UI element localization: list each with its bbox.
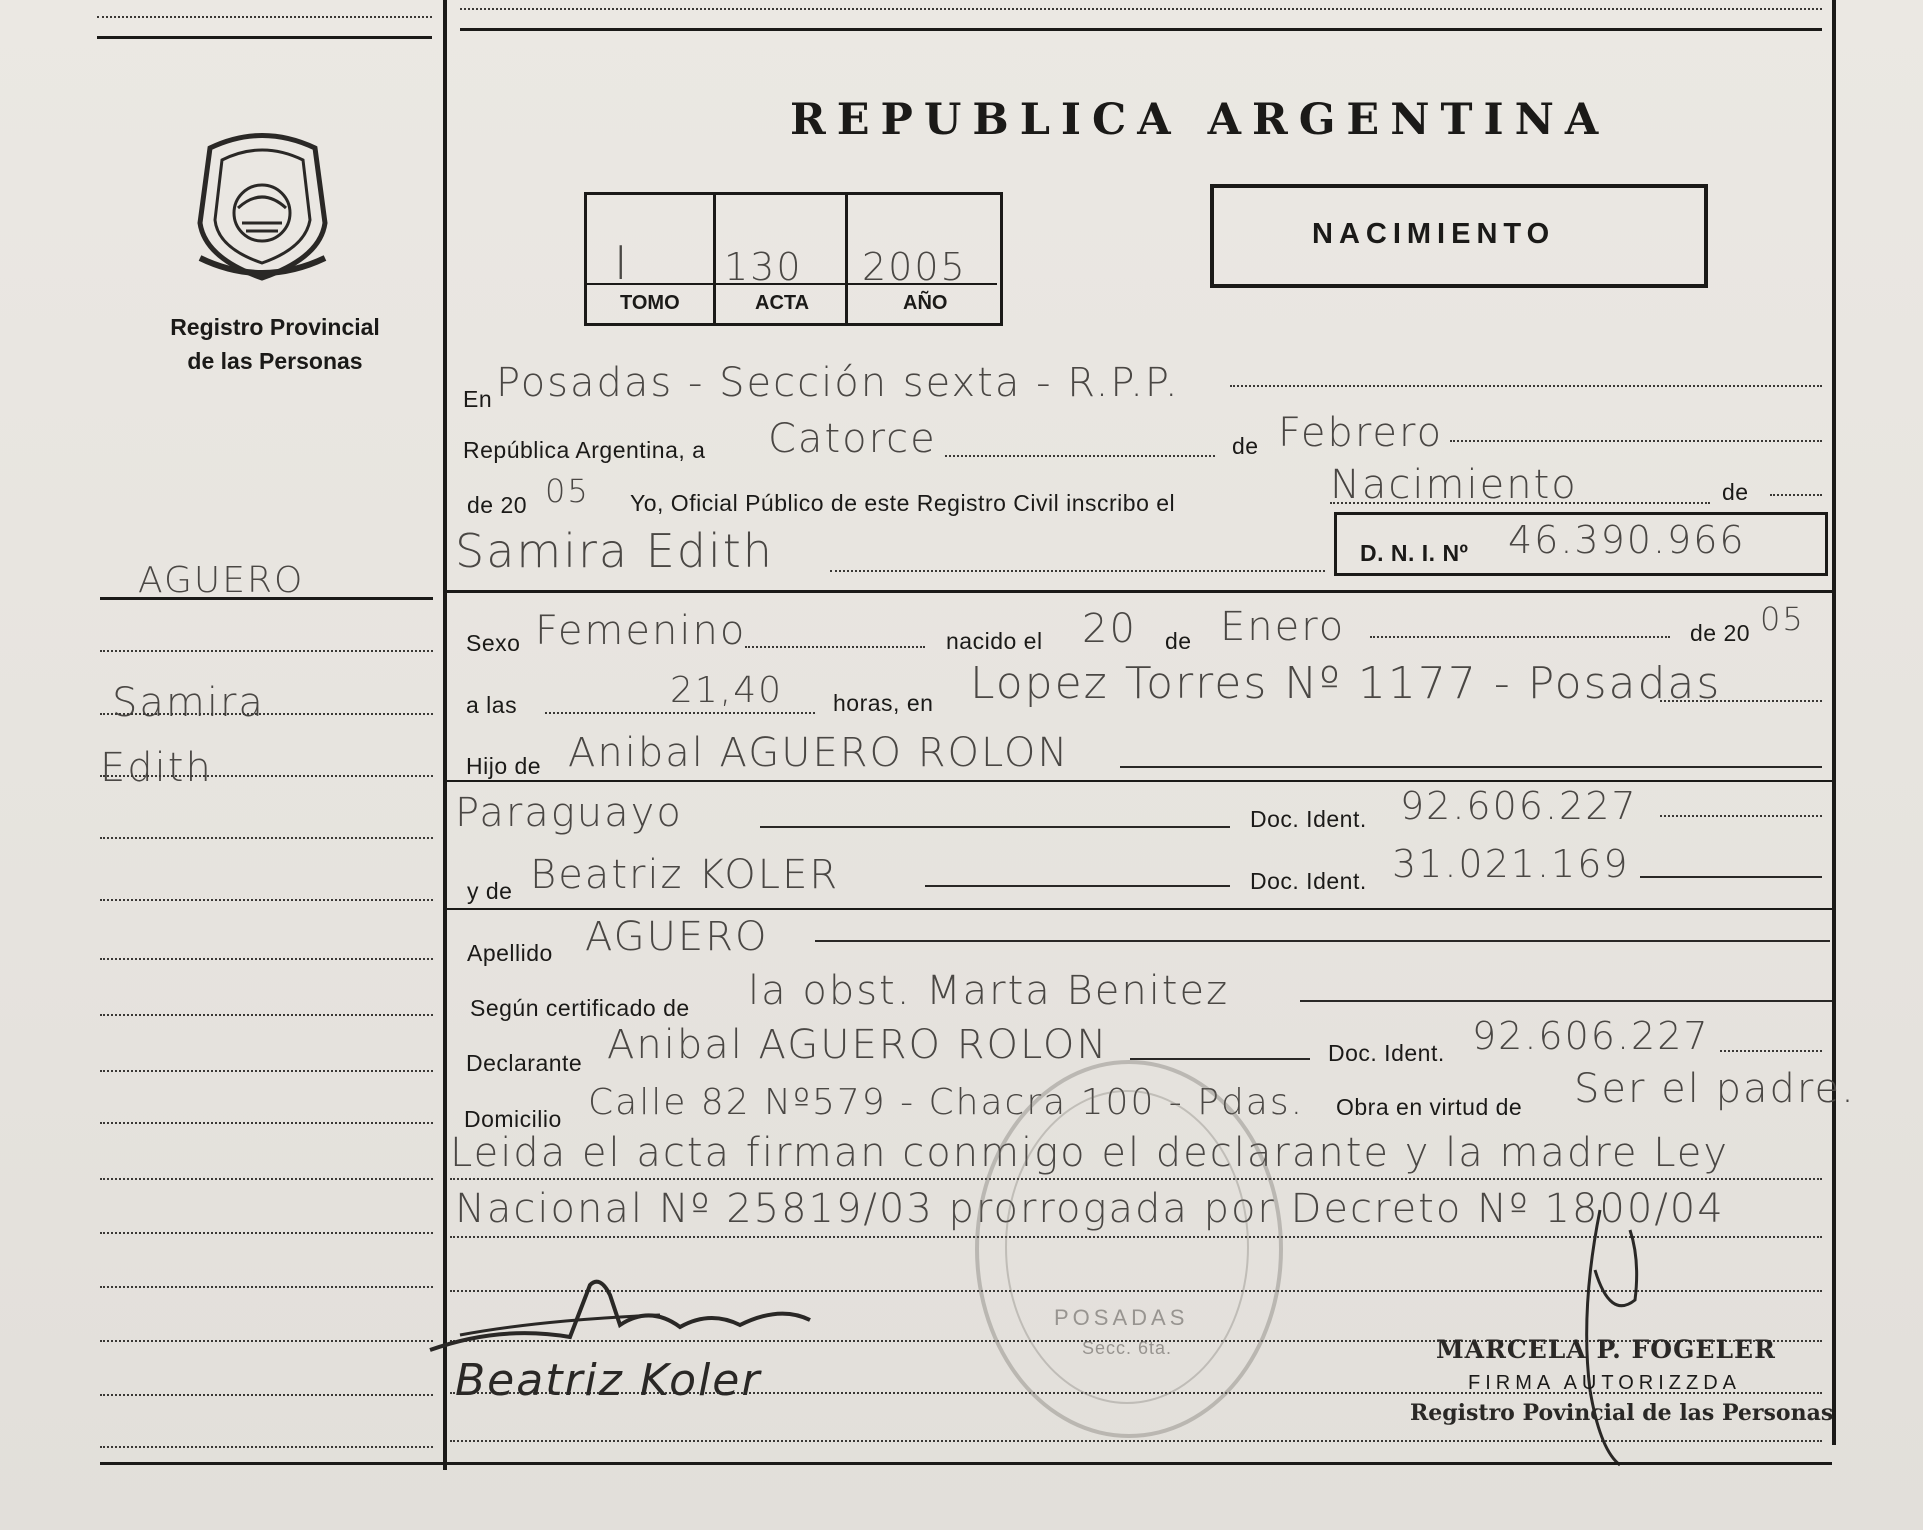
value-apellido: AGUERO <box>585 914 769 960</box>
provincial-seal <box>190 128 335 288</box>
acta-label: ACTA <box>755 292 810 314</box>
label-de-end: de <box>1722 479 1749 505</box>
label-yde: y de <box>467 878 513 904</box>
declarant-signature <box>420 1265 820 1365</box>
margin-name2: Edith <box>100 745 213 791</box>
value-doc-madre: 31.021.169 <box>1392 842 1630 886</box>
value-nacionalidad-padre: Paraguayo <box>455 790 683 836</box>
note-line2: Nacional Nº 25819/03 prorrogada por Decreto Nº 1800/04 <box>455 1186 1725 1232</box>
ano-value: 2005 <box>862 245 967 289</box>
top-rule-right <box>460 28 1822 31</box>
act-type-label: NACIMIENTO <box>1312 218 1556 250</box>
label-horas: horas, en <box>833 690 934 716</box>
tomo-value: I <box>614 236 630 290</box>
label-alas: a las <box>466 692 518 718</box>
top-rule-left <box>97 36 432 39</box>
left-column-divider <box>443 0 447 1470</box>
label-doc-padre: Doc. Ident. <box>1250 806 1367 832</box>
bottom-rule <box>447 1462 1832 1465</box>
registry-name-line1: Registro Provincial <box>170 314 380 340</box>
value-madre: Beatriz KOLER <box>530 852 840 898</box>
value-padre: Anibal AGUERO ROLON <box>568 730 1070 776</box>
acta-value: 130 <box>724 245 803 289</box>
official-title: FIRMA AUTORIZZDA <box>1468 1372 1741 1394</box>
official-registry: Registro Povincial de las Personas <box>1410 1400 1834 1426</box>
label-doc-declarante: Doc. Ident. <box>1328 1040 1445 1066</box>
value-mes: Febrero <box>1278 410 1444 456</box>
label-republica: República Argentina, a <box>463 437 706 463</box>
value-obra: Ser el padre. <box>1574 1066 1856 1112</box>
value-dia: Catorce <box>768 416 937 462</box>
value-nombre: Samira Edith <box>455 524 774 578</box>
value-nac-mes: Enero <box>1220 604 1346 650</box>
registry-name-line2: de las Personas <box>187 348 363 374</box>
label-yo: Yo, Oficial Público de este Registro Civil inscribo el <box>630 490 1176 516</box>
label-segun: Según certificado de <box>470 995 690 1021</box>
ano-label: AÑO <box>903 292 948 314</box>
value-doc-padre: 92.606.227 <box>1400 784 1638 828</box>
label-en: En <box>463 386 493 412</box>
value-nac-dia: 20 <box>1082 606 1137 652</box>
mother-signature: Beatriz Koler <box>455 1355 762 1406</box>
value-certificado: la obst. Marta Benitez <box>748 968 1230 1014</box>
value-nac-anio: 05 <box>1760 600 1805 638</box>
label-de20: de 20 <box>467 492 528 518</box>
label-nacido: nacido el <box>946 628 1043 654</box>
label-de-nac: de <box>1165 628 1192 654</box>
value-domicilio: Calle 82 Nº579 - Chacra 100 - Pdas. <box>588 1082 1305 1123</box>
value-inscripcion: Nacimiento <box>1330 462 1578 508</box>
margin-name1: Samira <box>112 680 265 726</box>
label-sexo: Sexo <box>466 630 521 656</box>
label-de-mes: de <box>1232 433 1259 459</box>
note-line1: Leida el acta firman conmigo el declarante y la madre Ley <box>450 1130 1730 1176</box>
bottom-rule-left <box>100 1462 443 1465</box>
label-obra: Obra en virtud de <box>1336 1094 1523 1120</box>
top-dots-right <box>460 8 1822 10</box>
right-border <box>1832 0 1836 1445</box>
label-domicilio: Domicilio <box>464 1106 562 1132</box>
label-declarante: Declarante <box>466 1050 583 1076</box>
label-doc-madre: Doc. Ident. <box>1250 868 1367 894</box>
tomo-label: TOMO <box>620 292 680 314</box>
value-sexo: Femenino <box>535 608 747 654</box>
label-apellido: Apellido <box>467 940 553 966</box>
value-lugar: Posadas - Sección sexta - R.P.P. <box>496 360 1180 406</box>
top-dots-left <box>97 16 432 18</box>
official-signature <box>1560 1190 1680 1470</box>
value-hora: 21,40 <box>670 670 784 711</box>
label-hijo: Hijo de <box>466 753 542 779</box>
stamp-section: Secc. 6ta. <box>1082 1338 1173 1358</box>
value-doc-declarante: 92.606.227 <box>1472 1014 1710 1058</box>
stamp-city: POSADAS <box>1054 1305 1189 1330</box>
value-anio: 05 <box>545 472 590 510</box>
label-de20b: de 20 <box>1690 620 1751 646</box>
country-title: REPUBLICA ARGENTINA <box>790 95 1610 145</box>
margin-surname: AGUERO <box>138 560 305 601</box>
label-dni: D. N. I. Nº <box>1360 540 1469 566</box>
value-declarante: Anibal AGUERO ROLON <box>607 1022 1109 1068</box>
value-dni: 46.390.966 <box>1508 518 1746 562</box>
official-name: MARCELA P. FOGELER <box>1436 1335 1776 1364</box>
value-lugar-nac: Lopez Torres Nº 1177 - Posadas <box>970 658 1722 709</box>
